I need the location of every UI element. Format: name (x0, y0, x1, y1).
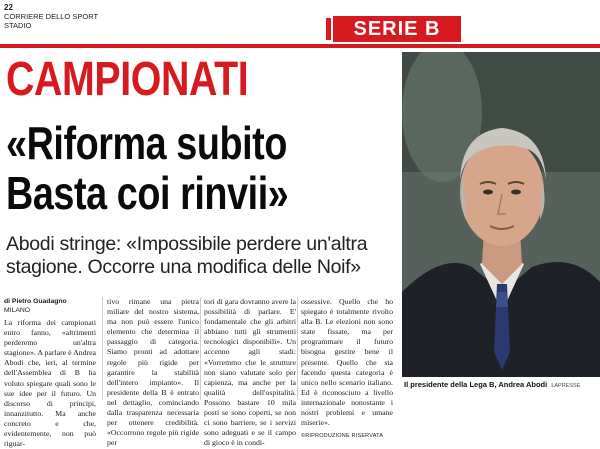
page-info (4, 3, 98, 30)
page-header (0, 0, 600, 48)
section-tag (333, 16, 461, 42)
column-text: ossessive. Quello che ho spiegato è totalmente rivolto alla B. Le elezioni non sono state fissate, ma per programmare il futuro bisogna gestire bene il presente. Quello che sta facendo questa categoria è unico nello scenario italiano. Ed è riconosciuto a livello internazionale nonostante i nostri problemi e umane miserie». (301, 297, 393, 428)
article-headline (6, 118, 367, 218)
photo-credit: LAPRESSE (551, 383, 581, 389)
column-text: tivo rimane una pietra miliare del nostro sistema, ma non può essere l'unico elemento che determina il passaggio di categoria. Siamo pronti ad adottare regole più rigide per garantire la stabilità dell'intero impianto». Il presidente della B è entrato nel dettaglio, cominciando dalla trasparenza necessaria per ottenere credibilità. «Occorrono regole più rigide per (107, 297, 199, 448)
column-divider (200, 297, 201, 400)
column-text: La riforma dei campionati entro fanno, «altrimenti perderemo un'altra stagione». A parlare è Andrea Abodi che, ieri, al termine dell'Assemblea di B ha voluto spiegare quali sono le sue idee per il futuro. Un discorso di principi, innanzitutto. Ma anche concreto e che, evidentemente, non può riguar- (4, 318, 97, 449)
caption-text: Il presidente della Lega B, Andrea Abodi (404, 380, 548, 389)
column-divider (297, 297, 298, 400)
header-rule (0, 44, 600, 48)
article-kicker: CAMPIONATI (6, 53, 249, 106)
headline-line-2: Basta coi rinvii» (6, 167, 289, 219)
portrait-illustration (402, 52, 600, 377)
body-column-1 (4, 297, 96, 449)
article-body (4, 297, 400, 449)
article-subhead: Abodi stringe: «Impossibile perdere un'altra stagione. Occorre una modifica delle Noif» (6, 233, 368, 278)
column-divider (102, 297, 103, 400)
section-label: SERIE B (353, 18, 441, 40)
column-text: tori di gara dovranno avere la possibilità di parlare. E' fondamentale che gli arbitri abbiano tutti gli strumenti tecnologici disponibili». Un accenno agli stadi: «Vorremmo che le strutture non siano valutate solo per capienza, ma anche per la qualità dell'ospitalità. Possono bastare 10 mila posti se sono coperti, se non ci sono barriere, se i servizi sono adeguati e se il campo di gioco è in condi- (204, 297, 297, 448)
headline-line-1: «Riforma subito (6, 117, 287, 169)
photo-caption (404, 380, 580, 391)
article-photo (402, 52, 600, 377)
page-number: 22 (4, 3, 13, 12)
dateline: MILANO (4, 307, 31, 314)
byline: di Pietro Guadagno (4, 298, 67, 305)
body-column-3 (204, 297, 296, 448)
section-tag-accent (326, 18, 331, 40)
publication-name: CORRIERE DELLO SPORT (4, 12, 99, 21)
edition-name: STADIO (4, 21, 32, 30)
body-column-4 (301, 297, 393, 441)
reproduction-notice: ©RIPRODUZIONE RISERVATA (301, 433, 384, 440)
body-column-2 (107, 297, 199, 448)
